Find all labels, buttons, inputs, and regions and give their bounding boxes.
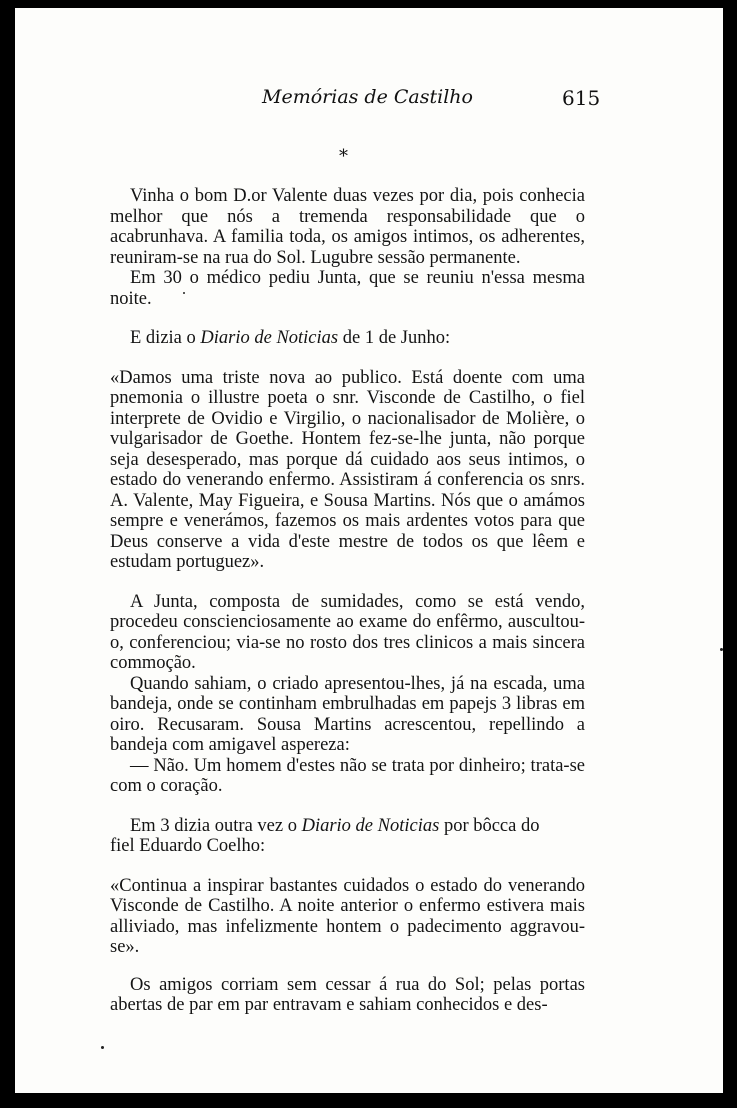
page-body [110, 186, 585, 1016]
em3-title: Diario de Noticias [301, 815, 440, 836]
diario-intro-after: de 1 de Junho: [342, 328, 451, 348]
paragraph-junta-exam: A Junta, composta de sumidades, como se está vendo, procedeu conscienciosamente ao exame do enfêrmo, auscultou-o, conferenciou; via-se no rosto dos tres clinicos a mais sincera commoção. [110, 591, 585, 673]
paragraph-diario-intro [110, 328, 585, 349]
book-page [15, 8, 723, 1093]
paragraph-junta-request: Em 30 o médico pediu Junta, que se reuniu n'essa mesma noite. [110, 268, 585, 309]
paragraph-amigos: Os amigos corriam sem cessar á rua do Sol; pelas portas abertas de par em par entravam e sahiam conhecidos e des- [110, 974, 585, 1015]
paragraph-dialogue: — Não. Um homem d'estes não se trata por dinheiro; trata-se com o coração. [110, 755, 585, 796]
section-separator: * [339, 146, 348, 167]
em3-before: Em 3 dizia outra vez o [130, 815, 297, 836]
quote-diario: «Damos uma triste nova ao publico. Está doente com uma pnemonia o illustre poeta o snr. Visconde de Castilho, o fiel interprete de Ovidio e Virgilio, o nacionalisador de Molière, o vulgarisador de Goethe. Hontem fez-se-lhe junta, não porque seja desesperado, mas porque dá cuidado aos seus intimos, o estado do venerando enfermo. Assistiram á conferencia os snrs. A. Valente, May Figueira, e Sousa Martins. Nós que o amámos sempre e venerámos, fazemos os mais ardentes votos para que Deus conserve a vida d'este mestre de todos os que lêem e estudam portuguez». [110, 367, 585, 572]
running-title: Memórias de Castilho [262, 86, 473, 108]
diario-title: Diario de Noticias [200, 328, 339, 348]
speck-mark [183, 292, 185, 294]
paragraph-bandeja: Quando sahiam, o criado apresentou-lhes, já na escada, uma bandeja, onde se continham embrulhadas em papejs 3 libras em oiro. Recusaram. Sousa Martins acrescentou, repellindo a bandeja com amigavel aspereza: [110, 673, 585, 755]
em3-after: por bôcca do [443, 815, 540, 836]
page-header [15, 86, 723, 116]
paragraph-valente: Vinha o bom D.or Valente duas vezes por dia, pois conhecia melhor que nós a tremenda responsabilidade que o acabrunhava. A familia toda, os amigos intimos, os adherentes, reuniram-se na rua do Sol. Lugubre sessão permanente. [110, 186, 585, 268]
page-number: 615 [562, 86, 601, 110]
speck-mark [101, 1046, 104, 1049]
speck-mark [720, 648, 723, 651]
paragraph-em3 [110, 816, 585, 857]
quote-continua: «Continua a inspirar bastantes cuidados o estado do venerando Visconde de Castilho. A noite anterior o enfermo estivera mais alliviado, mas infelizmente hontem o padecimento aggravou-se». [110, 875, 585, 957]
diario-intro-before: E dizia o [130, 328, 196, 348]
em3-line2: fiel Eduardo Coelho: [110, 836, 266, 856]
